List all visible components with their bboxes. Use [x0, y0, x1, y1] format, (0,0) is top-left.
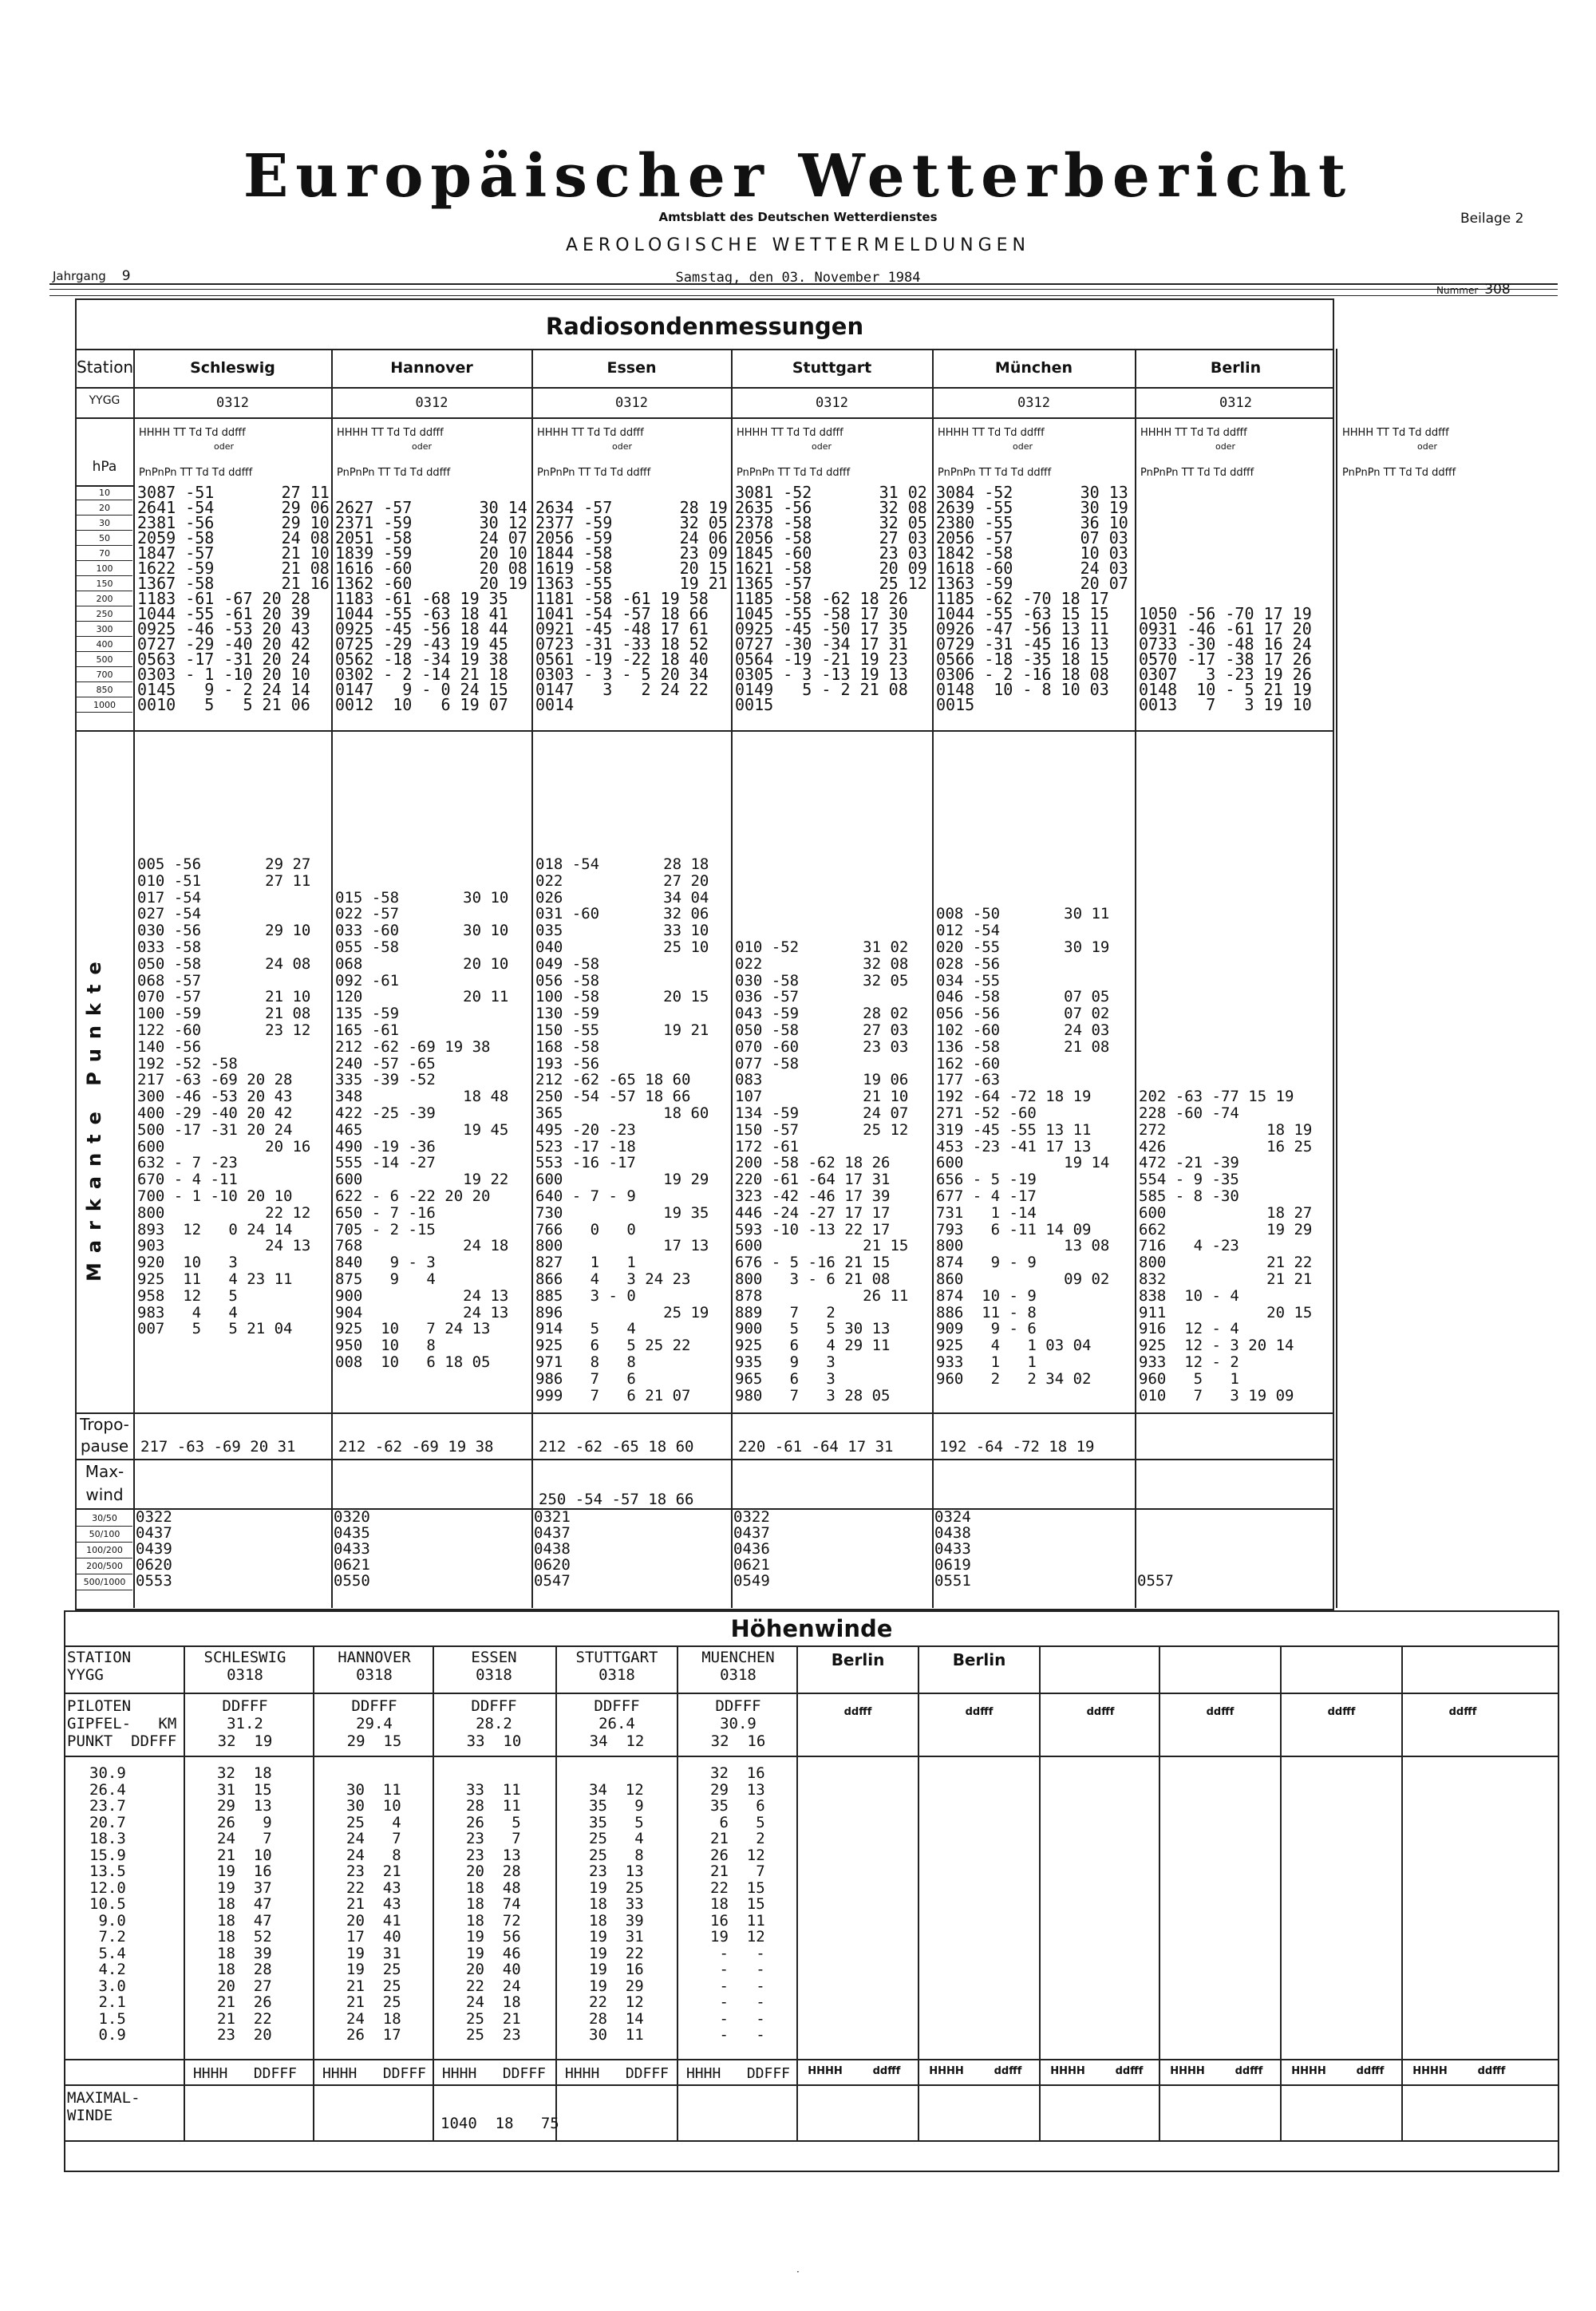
maxwind-hhhh-small: HHHH	[1050, 2065, 1085, 2077]
thickness: 0322 0437 0439 0620 0553	[136, 1508, 172, 1590]
station-yygg: 0312	[1219, 395, 1252, 411]
wind-values: 32 18 31 15 29 13 26 9 24 7 21 10 19 16 19 37 18 47 18 47 18 52 18 39 18 28 20 27 21 26 21 22 23 20	[217, 1764, 272, 2044]
column-header: HHHH TT Td Td ddfff	[938, 427, 1045, 439]
rule	[77, 730, 1333, 732]
divider	[49, 295, 1558, 296]
column-header-oder: oder	[412, 441, 433, 452]
level-label: 500	[77, 652, 132, 667]
wind-gipfel-dd: 32 19	[217, 1732, 273, 1750]
column-header: PnPnPn TT Td Td ddfff	[938, 467, 1052, 479]
rule	[77, 1412, 1333, 1414]
level-label: 20	[77, 500, 132, 516]
station-label: Station	[77, 358, 134, 377]
maxwind-hhhh-small: HHHH	[929, 2065, 964, 2077]
wind-ddfff-small: ddfff	[1448, 1706, 1477, 1718]
rule	[1280, 1645, 1282, 2140]
wind-table	[64, 1610, 1559, 2172]
rule	[731, 349, 733, 1608]
wind-station-yygg: 0318	[720, 1666, 757, 1684]
column-header: HHHH TT Td Td ddfff	[1140, 427, 1247, 439]
maxwind-ddfff-small: ddfff	[994, 2065, 1022, 2077]
thickness: 0320 0435 0433 0621 0550	[334, 1508, 370, 1590]
column-header: PnPnPn TT Td Td ddfff	[737, 467, 851, 479]
thickness-level-label: 500/1000	[77, 1574, 132, 1590]
wind-ddfff-small: ddfff	[1327, 1706, 1356, 1718]
tropopause: 192 -64 -72 18 19	[939, 1438, 1095, 1456]
rule	[918, 1645, 919, 2140]
page-mark: ·	[796, 2266, 800, 2277]
rule	[65, 2084, 1558, 2086]
wind-values: 33 11 28 11 26 5 23 7 23 13 20 28 18 48 18 74 18 72 19 56 19 46 20 40 22 24 24 18 25 21 25 23	[466, 1780, 521, 2044]
standard-levels: 3087 -51 27 11 2641 -54 29 06 2381 -56 29 10 2059 -58 24 08 1847 -57 21 10 1622 -59 21 08 1367 -58 21 16 1183 -61 -67 20 28 1044 -55 -61 20 39 0925 -46 -53 20 43 0727 -29 -40 20 42 0563 -17 -31 20 24 0303 - 1 -10 20 10 0145 9 - 2 24 14 0010 5 5 21 06	[137, 483, 330, 714]
thickness-level-label: 100/200	[77, 1543, 132, 1558]
column-header: HHHH TT Td Td ddfff	[337, 427, 444, 439]
wind-station-name: HANNOVER	[338, 1649, 411, 1666]
maxwind-hhhh-small: HHHH	[1291, 2065, 1326, 2077]
station-name: Schleswig	[190, 359, 275, 377]
tropopause-label: Tropo-pause	[80, 1415, 129, 1456]
section-heading: AEROLOGISCHE WETTERMELDUNGEN	[565, 235, 1030, 255]
level-label: 50	[77, 531, 132, 546]
wind-gipfel-km: 26.4	[598, 1715, 635, 1732]
wind-berlin-name: Berlin	[952, 1650, 1006, 1669]
thickness: 0321 0437 0438 0620 0547	[534, 1508, 571, 1590]
rule	[1401, 1645, 1403, 2140]
wind-station-name: SCHLESWIG	[203, 1649, 286, 1666]
tropopause: 212 -62 -69 19 38	[338, 1438, 494, 1456]
wind-gipfel-dd: 33 10	[466, 1732, 522, 1750]
wind-values: 34 12 35 9 35 5 25 4 25 8 23 13 19 25 18 33 18 39 19 31 19 22 19 16 19 29 22 12 28 14 30 11	[589, 1780, 644, 2044]
wind-values: 30 11 30 10 25 4 24 7 24 8 23 21 22 43 21 43 20 41 17 40 19 31 19 25 21 25 21 25 24 18 26 17	[346, 1780, 401, 2044]
issue-date: Samstag, den 03. November 1984	[675, 270, 921, 286]
level-label: 300	[77, 622, 132, 637]
maxwind-ddfff-small: ddfff	[1235, 2065, 1263, 2077]
wind-ddfff-label: DDFFF	[222, 1697, 268, 1715]
radiosonde-title: Radiosondenmessungen	[545, 313, 864, 340]
rule	[77, 387, 1333, 389]
rule	[65, 1756, 1558, 1757]
rule	[65, 2140, 1558, 2142]
thickness-level-label: 50/100	[77, 1527, 132, 1543]
level-label: 200	[77, 591, 132, 606]
supplement-label: Beilage 2	[1460, 211, 1524, 227]
markante-punkte: 008 -50 30 11 012 -54 020 -55 30 19 028 -56 034 -55 046 -58 07 05 056 -56 07 02 102 -60 24 03 136 -58 21 08 162 -60 177 -63 192 -64 -72 18 19 271 -52 -60 319 -45 -55 13 11 453 -23 -41 17 13 600 19 14 656 - 5 -19 677 - 4 -17 731 1 -14 793 6 -11 14 09 800 13 08 874 9 - 9 860 09 02 874 10 - 9 886 11 - 8 909 9 - 6 925 4 1 03 04 933 1 1 960 2 2 34 02	[936, 905, 1110, 1388]
rule	[1039, 1645, 1041, 2140]
column-header: HHHH TT Td Td ddfff	[1342, 427, 1449, 439]
wind-gipfel-dd: 32 16	[710, 1732, 766, 1750]
level-label: 700	[77, 667, 132, 682]
wind-station-yygg: 0318	[598, 1666, 635, 1684]
markante-punkte: 202 -63 -77 15 19 228 -60 -74 272 18 19 426 16 25 472 -21 -39 554 - 9 -35 585 - 8 -30 600 18 27 662 19 29 716 4 -23 800 21 22 832 21 21 838 10 - 4 911 20 15 916 12 - 4 925 12 - 3 20 14 933 12 - 2 960 5 1 010 7 3 19 09	[1139, 1088, 1313, 1404]
rule	[331, 349, 333, 1608]
column-header-oder: oder	[1417, 441, 1438, 452]
maxwind-header: HHHH DDFFF	[192, 2065, 298, 2082]
wind-ddfff-small: ddfff	[1206, 1706, 1235, 1718]
station-yygg: 0312	[615, 395, 648, 411]
wind-ddfff-label: DDFFF	[715, 1697, 761, 1715]
maxwind-label: Max-wind	[85, 1462, 124, 1504]
thickness: 0557	[1137, 1572, 1174, 1590]
tropopause: 217 -63 -69 20 31	[140, 1438, 296, 1456]
column-header: PnPnPn TT Td Td ddfff	[139, 467, 253, 479]
maxwind-hhhh-small: HHHH	[1412, 2065, 1448, 2077]
hpa-label: hPa	[92, 459, 117, 475]
standard-levels: 3081 -52 31 02 2635 -56 32 08 2378 -58 32 05 2056 -58 27 03 1845 -60 23 03 1621 -58 20 09 1365 -57 25 12 1185 -58 -62 18 26 1045 -55 -58 17 30 0925 -45 -50 17 35 0727 -30 -34 17 31 0564 -19 -21 19 23 0305 - 3 -13 19 13 0149 5 - 2 21 08 0015	[735, 483, 927, 714]
column-header: HHHH TT Td Td ddfff	[537, 427, 644, 439]
tropopause: 220 -61 -64 17 31	[738, 1438, 894, 1456]
wind-ddfff-small: ddfff	[1086, 1706, 1115, 1718]
maxwind-value: 1040 18 75	[440, 2115, 559, 2132]
wind-title: Höhenwinde	[730, 1615, 893, 1642]
rule	[531, 349, 533, 1608]
rule	[133, 349, 135, 1608]
maxwind-ddfff-small: ddfff	[872, 2065, 901, 2077]
standard-levels: 2634 -57 28 19 2377 -59 32 05 2056 -59 24 06 1844 -58 23 09 1619 -58 20 15 1363 -55 19 21 1181 -58 -61 19 58 1041 -54 -57 18 66 0921 -45 -48 17 61 0723 -31 -33 18 52 0561 -19 -22 18 40 0303 - 3 - 5 20 34 0147 3 2 24 22 0014	[535, 498, 728, 714]
thickness-level-label: 200/500	[77, 1558, 132, 1574]
level-label: 100	[77, 561, 132, 576]
standard-levels: 3084 -52 30 13 2639 -55 30 19 2380 -55 36 10 2056 -57 07 03 1842 -58 10 03 1618 -60 24 03 1363 -59 20 07 1185 -62 -70 18 17 1044 -55 -63 15 15 0926 -47 -56 13 11 0729 -31 -45 16 13 0566 -18 -35 18 15 0306 - 2 -16 18 08 0148 10 - 8 10 03 0015	[936, 483, 1128, 714]
yygg-label: YYGG	[89, 394, 120, 407]
wind-gipfel-km: 31.2	[227, 1715, 263, 1732]
rule	[65, 1645, 1558, 1647]
maxwind-hhhh-small: HHHH	[808, 2065, 843, 2077]
piloten-label: PILOTEN GIPFEL- KM PUNKT DDFFF	[67, 1697, 177, 1750]
wind-ddfff-label: DDFFF	[594, 1697, 640, 1715]
volume-info: Jahrgang 9	[53, 268, 131, 284]
level-label: 70	[77, 546, 132, 561]
maxwind-ddfff-small: ddfff	[1477, 2065, 1506, 2077]
station-yygg: 0312	[415, 395, 448, 411]
column-header: PnPnPn TT Td Td ddfff	[537, 467, 651, 479]
thickness-level-label: 30/50	[77, 1511, 132, 1527]
station-name: Hannover	[390, 359, 473, 377]
wind-gipfel-km: 30.9	[720, 1715, 757, 1732]
page-title: Europäischer Wetterbericht	[243, 142, 1353, 211]
station-yygg: 0312	[816, 395, 848, 411]
level-label: 30	[77, 516, 132, 531]
wind-station-yygg: 0318	[356, 1666, 393, 1684]
thickness: 0324 0438 0433 0619 0551	[934, 1508, 971, 1590]
wind-ddfff-label: DDFFF	[351, 1697, 397, 1715]
wind-gipfel-dd: 34 12	[589, 1732, 645, 1750]
column-header: PnPnPn TT Td Td ddfff	[1342, 467, 1456, 479]
level-label: 1000	[77, 697, 132, 713]
rule	[65, 2059, 1558, 2060]
wind-station-name: STUTTGART	[575, 1649, 658, 1666]
maxwind-ddfff-small: ddfff	[1356, 2065, 1385, 2077]
column-header: HHHH TT Td Td ddfff	[737, 427, 843, 439]
column-header-oder: oder	[1013, 441, 1033, 452]
column-header: HHHH TT Td Td ddfff	[139, 427, 246, 439]
markante-punkte: 005 -56 29 27 010 -51 27 11 017 -54 027 -54 030 -56 29 10 033 -58 050 -58 24 08 068 -57 070 -57 21 10 100 -59 21 08 122 -60 23 12 140 -56 192 -52 -58 217 -63 -69 20 28 300 -46 -53 20 43 400 -29 -40 20 42 500 -17 -31 20 24 600 20 16 632 - 7 -23 670 - 4 -11 700 - 1 -10 20 10 800 22 12 893 12 0 24 14 903 24 13 920 10 3 925 11 4 23 11 958 12 5 983 4 4 007 5 5 21 04	[137, 855, 311, 1338]
column-header-oder: oder	[812, 441, 832, 452]
tropopause: 212 -62 -65 18 60	[539, 1438, 694, 1456]
wind-station-label: STATION YYGG	[67, 1649, 132, 1684]
rule	[932, 349, 934, 1608]
rule	[77, 417, 1333, 419]
wind-gipfel-dd: 29 15	[346, 1732, 402, 1750]
level-label: 10	[77, 485, 132, 500]
divider	[49, 289, 1558, 290]
wind-station-name: MUENCHEN	[701, 1649, 775, 1666]
wind-station-yygg: 0318	[476, 1666, 512, 1684]
markante-punkte: 018 -54 28 18 022 27 20 026 34 04 031 -60 32 06 035 33 10 040 25 10 049 -58 056 -58 100 -58 20 15 130 -59 150 -55 19 21 168 -58 193 -56 212 -62 -65 18 60 250 -54 -57 18 66 365 18 60 495 -20 -23 523 -17 -18 553 -16 -17 600 19 29 640 - 7 - 9 730 19 35 766 0 0 800 17 13 827 1 1 866 4 3 24 23 885 3 - 0 896 25 19 914 5 4 925 6 5 25 22 971 8 8 986 7 6 999 7 6 21 07	[535, 855, 709, 1404]
station-yygg: 0312	[216, 395, 249, 411]
wind-ddfff-small: ddfff	[965, 1706, 994, 1718]
wind-heights: 30.9 26.4 23.7 20.7 18.3 15.9 13.5 12.0 10.5 9.0 7.2 5.4 4.2 3.0 2.1 1.5 0.9	[89, 1764, 126, 2044]
wind-gipfel-km: 29.4	[356, 1715, 393, 1732]
rule	[65, 1693, 1558, 1694]
column-header: PnPnPn TT Td Td ddfff	[1140, 467, 1254, 479]
station-yygg: 0312	[1017, 395, 1050, 411]
column-header: PnPnPn TT Td Td ddfff	[337, 467, 451, 479]
standard-levels: 1050 -56 -70 17 19 0931 -46 -61 17 20 0733 -30 -48 16 24 0570 -17 -38 17 26 0307 3 -23 19 26 0148 10 - 5 21 19 0013 7 3 19 10	[1139, 604, 1312, 714]
maxwind-header: HHHH DDFFF	[564, 2065, 670, 2082]
maxwind-ddfff-small: ddfff	[1115, 2065, 1144, 2077]
station-name: Berlin	[1210, 359, 1262, 377]
station-name: Stuttgart	[792, 359, 872, 377]
column-header-oder: oder	[1215, 441, 1236, 452]
rule	[1135, 349, 1136, 1608]
markante-punkte-label: Markante Punkte	[83, 952, 105, 1282]
wind-station-yygg: 0318	[227, 1666, 263, 1684]
level-label: 250	[77, 606, 132, 622]
thickness: 0322 0437 0436 0621 0549	[733, 1508, 770, 1590]
rule	[1336, 349, 1337, 1608]
rule	[1159, 1645, 1160, 2140]
maxwind-hhhh-small: HHHH	[1170, 2065, 1205, 2077]
maxwind-header: HHHH DDFFF	[322, 2065, 427, 2082]
wind-gipfel-km: 28.2	[476, 1715, 512, 1732]
wind-ddfff-small: ddfff	[843, 1706, 872, 1718]
maxwind-label: MAXIMAL- WINDE	[67, 2089, 140, 2124]
rule	[77, 1459, 1333, 1460]
level-label: 850	[77, 682, 132, 697]
markante-punkte: 010 -52 31 02 022 32 08 030 -58 32 05 036 -57 043 -59 28 02 050 -58 27 03 070 -60 23 03 077 -58 083 19 06 107 21 10 134 -59 24 07 150 -57 25 12 172 -61 200 -58 -62 18 26 220 -61 -64 17 31 323 -42 -46 17 39 446 -24 -27 17 17 593 -10 -13 22 17 600 21 15 676 - 5 -16 21 15 800 3 - 6 21 08 878 26 11 889 7 2 900 5 5 30 13 925 6 4 29 11 935 9 3 965 6 3 980 7 3 28 05	[735, 938, 909, 1404]
column-header-oder: oder	[612, 441, 633, 452]
maxwind: 250 -54 -57 18 66	[539, 1491, 694, 1508]
maxwind-header: HHHH DDFFF	[685, 2065, 791, 2082]
wind-station-name: ESSEN	[471, 1649, 517, 1666]
standard-levels: 2627 -57 30 14 2371 -59 30 12 2051 -58 24 07 1839 -59 20 10 1616 -60 20 08 1362 -60 20 19 1183 -61 -68 19 35 1044 -55 -63 18 41 0925 -45 -56 18 44 0725 -29 -43 19 45 0562 -18 -34 19 38 0302 - 2 -14 21 18 0147 9 - 0 24 15 0012 10 6 19 07	[335, 498, 527, 714]
markante-punkte: 015 -58 30 10 022 -57 033 -60 30 10 055 -58 068 20 10 092 -61 120 20 11 135 -59 165 -61 212 -62 -69 19 38 240 -57 -65 335 -39 -52 348 18 48 422 -25 -39 465 19 45 490 -19 -36 555 -14 -27 600 19 22 622 - 6 -22 20 20 650 - 7 -16 705 - 2 -15 768 24 18 840 9 - 3 875 9 4 900 24 13 904 24 13 925 10 7 24 13 950 10 8 008 10 6 18 05	[335, 888, 509, 1371]
level-label: 400	[77, 637, 132, 652]
column-header-oder: oder	[214, 441, 235, 452]
rule	[77, 349, 1333, 350]
wind-berlin-name: Berlin	[831, 1650, 885, 1669]
issue-number: Nummer 308	[1436, 282, 1511, 298]
maxwind-header: HHHH DDFFF	[441, 2065, 547, 2082]
station-name: München	[994, 359, 1073, 377]
level-label: 150	[77, 576, 132, 591]
wind-ddfff-label: DDFFF	[471, 1697, 517, 1715]
wind-values: 32 16 29 13 35 6 6 5 21 2 26 12 21 7 22 15 18 15 16 11 19 12 - - - - - - - - - - - -	[710, 1764, 765, 2044]
subtitle: Amtsblatt des Deutschen Wetterdienstes	[658, 210, 938, 224]
station-name: Essen	[606, 359, 657, 377]
